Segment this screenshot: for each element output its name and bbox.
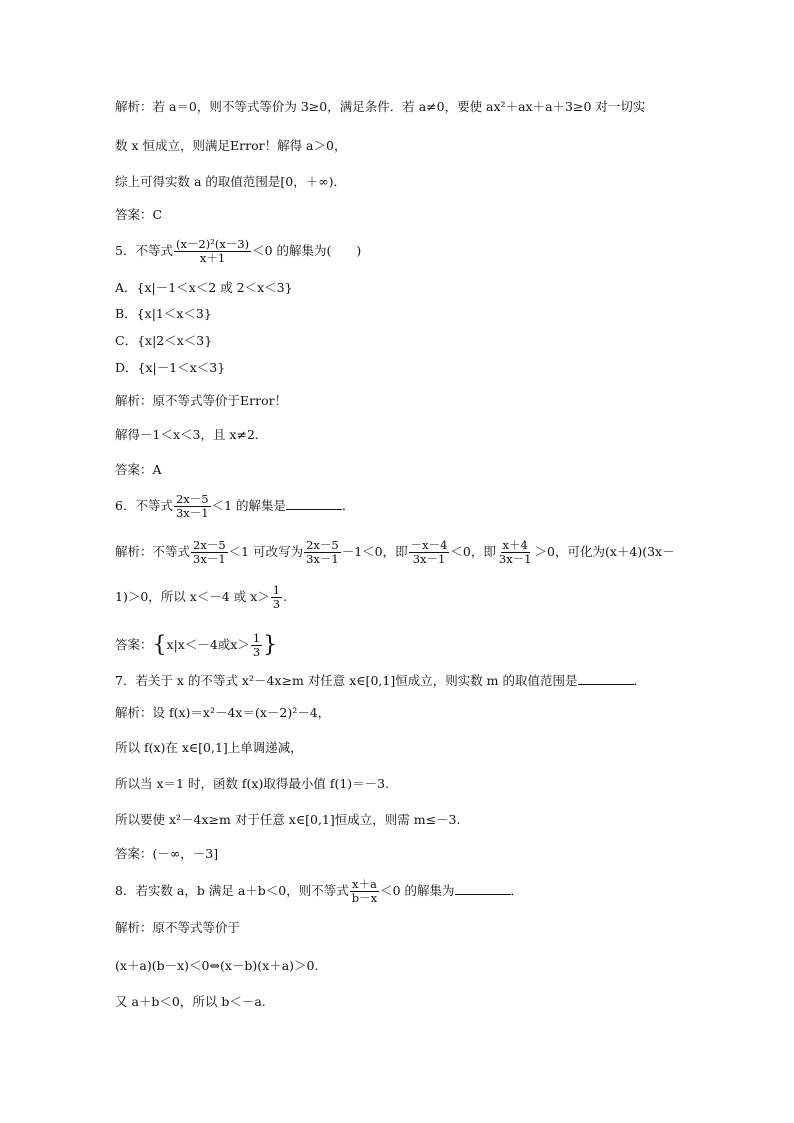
question-7 [115,672,646,689]
s6-text-1: 解析：不等式 [115,544,191,559]
q5-fraction [174,238,251,265]
solution-line-3: 综上可得实数 a 的取值范围是[0，＋∞)． [115,174,347,189]
q5-numerator: (x－2)²(x－3) [175,237,250,251]
s6-f1-den: 3x－1 [193,552,226,566]
s6-fraction-4 [497,539,534,566]
q5-suffix: ＜0 的解集为( ) [252,243,362,258]
solution-7-line-4: 所以要使 x²－4x≥m 对于任意 x∈[0,1]恒成立，则需 m≤－3. [115,812,461,827]
s6b-den: 3 [272,597,281,611]
answer-5: 答案：A [115,462,162,477]
question-6 [115,493,355,520]
q6-numerator: 2x－5 [175,492,209,506]
solution-6-line-1 [115,539,675,566]
q6-prefix: 6．不等式 [115,498,173,513]
s6-f4-num: x＋4 [502,538,528,552]
q7-end: ． [633,673,647,688]
solution-5-line-1: 解析：原不等式等价于Error！ [115,393,288,408]
s6-f2-num: 2x－5 [306,538,339,552]
q8-fraction [350,878,379,905]
s6-fraction-2 [304,539,341,566]
solution-8-line-2: (x＋a)(b－x)＜0⇔(x－b)(x＋a)＞0. [115,958,319,973]
s6-fraction-1 [191,539,228,566]
a6-label: 答案： [115,637,153,652]
solution-8-line-1: 解析：原不等式等价于 [115,920,241,935]
a6-left-brace: { [152,632,167,658]
q8-denominator: b－x [351,891,378,905]
s6-fraction-3 [409,539,450,566]
q6-answer-blank [286,497,342,510]
answer-7: 答案：(－∞，－3] [115,846,219,861]
answer-6 [115,632,277,659]
solution-7-line-2: 所以 f(x)在 x∈[0,1]上单调递减， [115,740,303,755]
question-8 [115,878,523,905]
q6-suffix: ＜1 的解集是 [211,498,287,513]
question-5 [115,238,361,265]
solution-7-line-3: 所以当 x＝1 时，函数 f(x)取得最小值 f(1)＝－3. [115,776,390,791]
s6-f1-num: 2x－5 [193,538,226,552]
answer-4: 答案：C [115,207,163,222]
q8-numerator: x＋a [352,877,377,891]
option-b: B．{x|1＜x＜3} [115,306,212,321]
option-c: C．{x|2＜x＜3} [115,333,213,348]
solution-line-2: 数 x 恒成立，则满足Error！解得 a＞0， [115,138,347,153]
solution-8-line-3: 又 a＋b＜0，所以 b＜－a. [115,994,266,1009]
s6b-text-2: . [283,589,288,604]
q7-text: 7．若关于 x 的不等式 x²－4x≥m 对任意 x∈[0,1]恒成立，则实数 m 的取值范围是 [115,673,578,688]
option-d: D．{x|－1＜x＜3} [115,360,226,375]
s6b-num: 1 [272,583,281,597]
q6-denominator: 3x－1 [175,506,209,520]
s6b-fraction [271,584,282,611]
q5-prefix: 5．不等式 [115,243,173,258]
q8-suffix: ＜0 的解集为 [380,883,455,898]
q5-denominator: x＋1 [199,251,226,265]
a6-fraction [251,632,262,659]
s6b-text-1: 1)＞0，所以 x＜－4 或 x＞ [115,589,270,604]
a6-den: 3 [252,645,261,659]
solution-6-line-2 [115,584,287,611]
s6-f2-den: 3x－1 [306,552,339,566]
solution-7-line-1: 解析：设 f(x)＝x²－4x＝(x－2)²－4， [115,705,331,720]
solution-line-1: 解析：若 a＝0，则不等式等价为 3≥0，满足条件．若 a≠0，要使 ax²＋ax＋a＋3≥0 对一切实 [115,99,646,114]
q8-answer-blank [455,882,511,895]
solution-5-line-2: 解得－1＜x＜3，且 x≠2. [115,427,259,442]
s6-text-3: －1＜0，即 [341,544,408,559]
q6-end: ． [342,498,355,513]
q8-prefix: 8．若实数 a，b 满足 a＋b＜0，则不等式 [115,883,349,898]
a6-right-brace: } [263,632,278,658]
q7-answer-blank [578,672,634,685]
s6-f3-num: －x－4 [410,538,448,552]
s6-f4-den: 3x－1 [498,552,532,566]
option-a: A．{x|－1＜x＜2 或 2＜x＜3} [115,280,293,295]
s6-text-5: ＞0，可化为(x＋4)(3x－ [534,544,675,559]
s6-f3-den: 3x－1 [412,552,446,566]
s6-text-4: ＜0，即 [450,544,496,559]
s6-text-2: ＜1 可改写为 [228,544,304,559]
a6-num: 1 [252,631,261,645]
a6-set: x|x＜－4或x＞ [166,637,250,652]
q6-fraction [174,493,211,520]
q8-end: ． [510,883,524,898]
